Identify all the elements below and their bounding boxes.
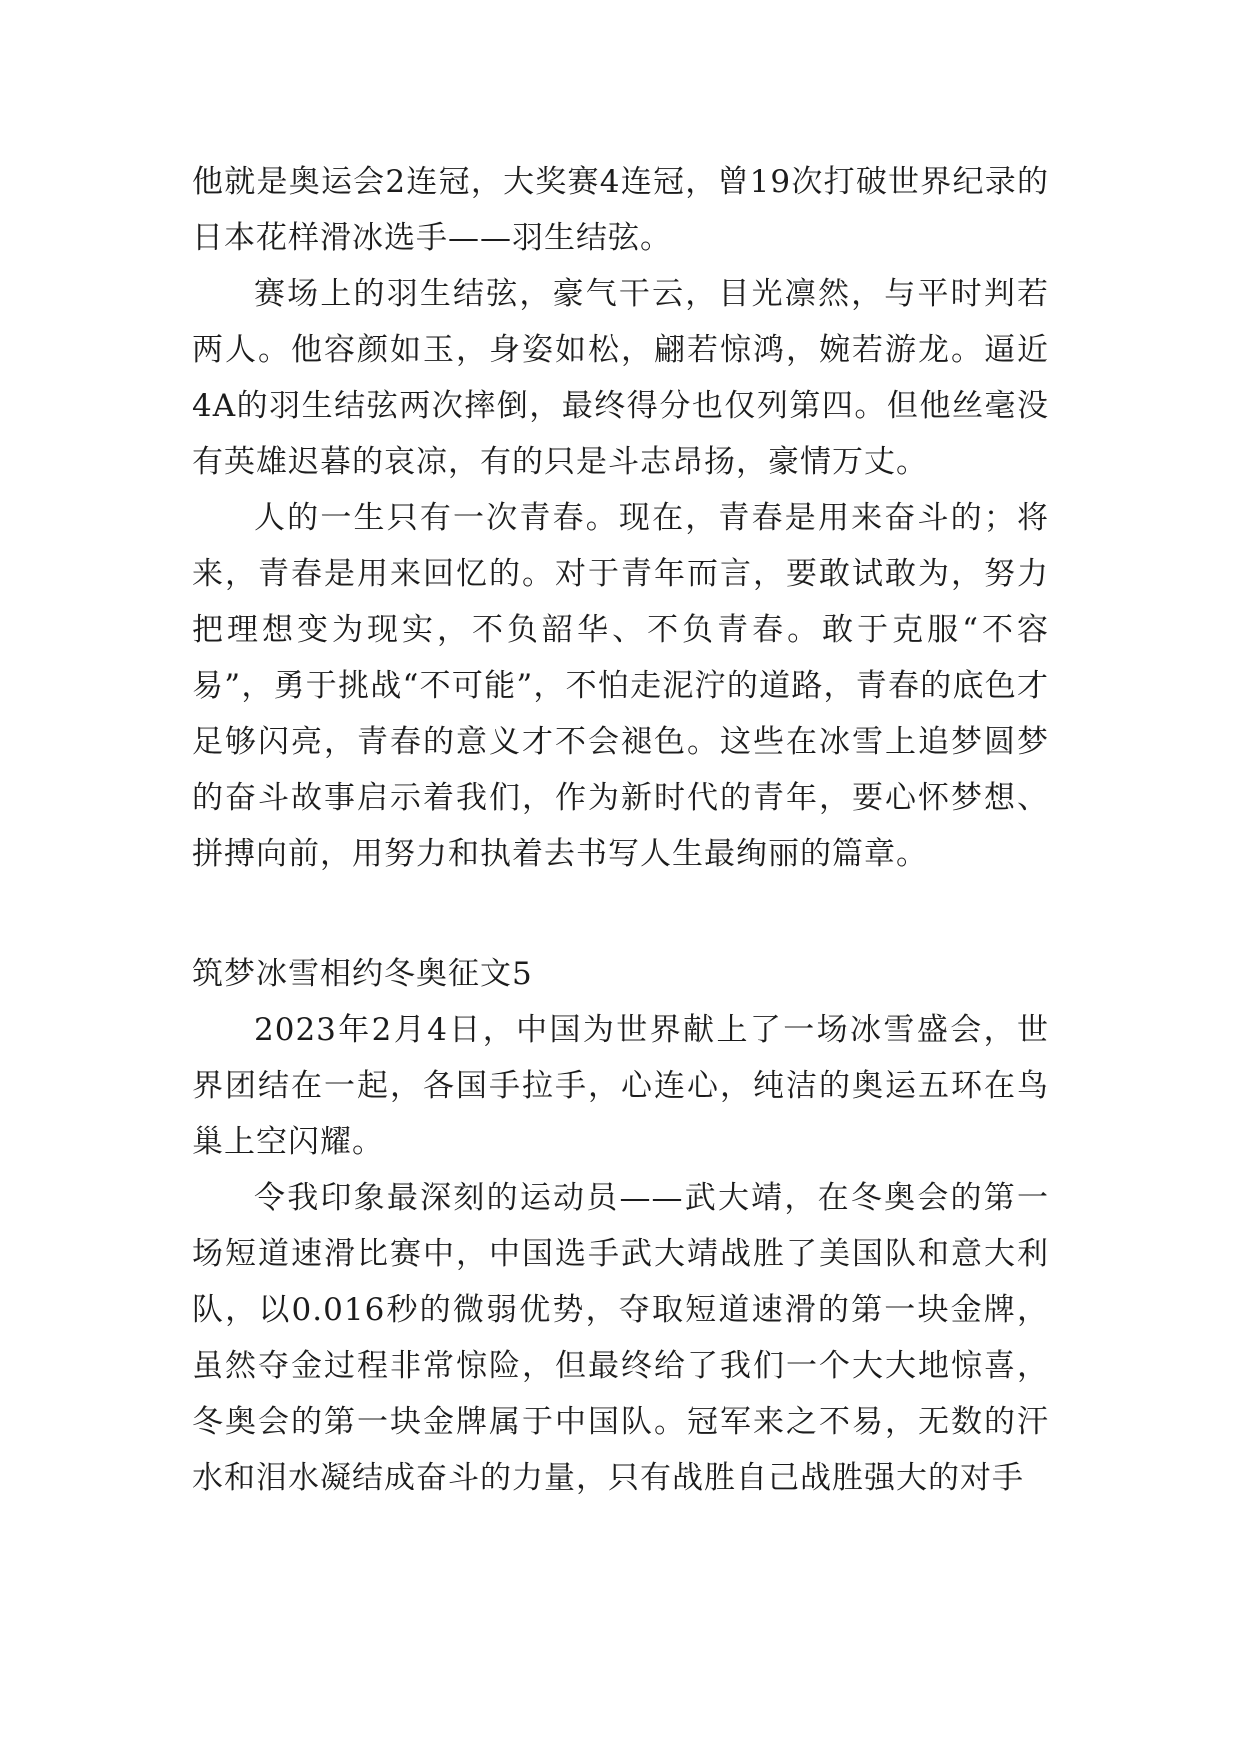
paragraph: 令我印象最深刻的运动员——武大靖，在冬奥会的第一场短道速滑比赛中，中国选手武大靖战胜了美国队和意大利队，以0.016秒的微弱优势，夺取短道速滑的第一块金牌，虽然夺金过程非常惊险，但最终给了我们一个大大地惊喜，冬奥会的第一块金牌属于中国队。冠军来之不易，无数的汗水和泪水凝结成奋斗的力量，只有战胜自己战胜强大的对手 — [192, 1180, 1049, 1496]
paragraph-continued: 他就是奥运会2连冠，大奖赛4连冠，曾19次打破世界纪录的日本花样滑冰选手——羽生结弦。 — [192, 164, 1049, 256]
document-body — [192, 154, 1049, 1506]
paragraph: 人的一生只有一次青春。现在，青春是用来奋斗的；将来，青春是用来回忆的。对于青年而言，要敢试敢为，努力把理想变为现实，不负韶华、不负青春。敢于克服“不容易”，勇于挑战“不可能”，不怕走泥泞的道路，青春的底色才足够闪亮，青春的意义才不会褪色。这些在冰雪上追梦圆梦的奋斗故事启示着我们，作为新时代的青年，要心怀梦想、拼搏向前，用努力和执着去书写人生最绚丽的篇章。 — [192, 500, 1049, 872]
paragraph: 2023年2月4日，中国为世界献上了一场冰雪盛会，世界团结在一起，各国手拉手，心连心，纯洁的奥运五环在鸟巢上空闪耀。 — [192, 1012, 1049, 1160]
paragraph: 赛场上的羽生结弦，豪气干云，目光凛然，与平时判若两人。他容颜如玉，身姿如松，翩若惊鸿，婉若游龙。逼近4A的羽生结弦两次摔倒，最终得分也仅列第四。但他丝毫没有英雄迟暮的哀凉，有的只是斗志昂扬，豪情万丈。 — [192, 276, 1049, 480]
section-heading: 筑梦冰雪相约冬奥征文5 — [192, 956, 533, 992]
